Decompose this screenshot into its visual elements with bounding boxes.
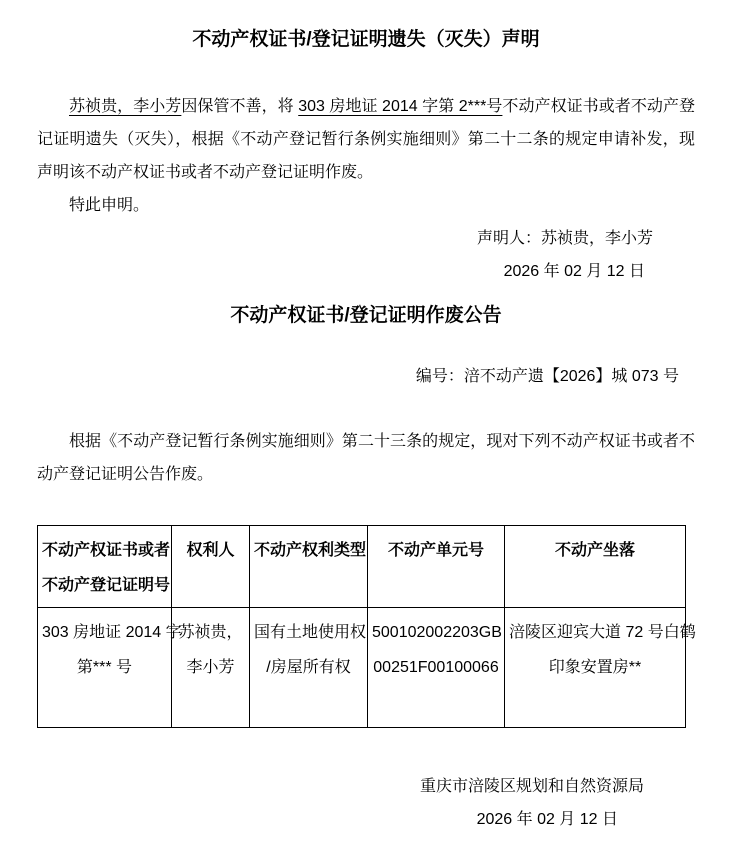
cell-unit-number — [368, 608, 505, 728]
table-row — [38, 608, 686, 728]
table-header-row — [38, 526, 686, 608]
header-unit-number — [368, 526, 505, 608]
cell-line: /房屋所有权 — [266, 659, 351, 676]
cell-line: 涪陵区迎宾大道 72 号白鹤 — [509, 624, 696, 641]
cell-line: 303 房地证 2014 字 — [42, 624, 182, 641]
certificate-number-underlined: 303 房地证 2014 字第 2***号 — [298, 98, 503, 115]
cell-right-type — [250, 608, 368, 728]
header-right-type — [250, 526, 368, 608]
cell-line: 苏祯贵， — [178, 624, 243, 641]
header-certificate-number — [38, 526, 172, 608]
cell-rights-holder — [172, 608, 250, 728]
header-line: 不动产单元号 — [387, 542, 484, 559]
declarant-line: 声明人：苏祯贵，李小芳 — [476, 230, 653, 247]
issuing-authority: 重庆市涪陵区规划和自然资源局 — [419, 778, 644, 795]
header-line: 不动产权证书或者 — [42, 542, 171, 559]
announcement-ref-no: 编号：涪不动产遗【2026】城 073 号 — [415, 368, 679, 385]
declaration-closing: 特此申明。 — [69, 197, 150, 214]
declaration-date: 2026 年 02 月 12 日 — [503, 263, 645, 280]
cell-line: 印象安置房** — [548, 659, 642, 676]
announcement-footer — [37, 770, 695, 836]
cell-line: 00251F00100066 — [373, 659, 499, 676]
declaration-signature-block — [37, 222, 695, 288]
declarant-names-underlined: 苏祯贵，李小芳 — [69, 98, 182, 115]
cell-line: 李小芳 — [186, 659, 235, 676]
cell-certificate-number — [38, 608, 182, 728]
announcement-date: 2026 年 02 月 12 日 — [476, 811, 618, 828]
header-rights-holder — [172, 526, 250, 608]
header-line: 不动产登记证明号 — [42, 577, 171, 594]
cell-line: 第*** 号 — [76, 659, 133, 676]
header-location — [505, 526, 686, 608]
cell-line: 国有土地使用权 — [254, 624, 367, 641]
announcement-title: 不动产权证书/登记证明作废公告 — [230, 305, 502, 326]
announcement-intro: 根据《不动产登记暂行条例实施细则》第二十三条的规定，现对下列不动产权证书或者不动产登记证明公告作废。 — [37, 433, 695, 483]
declaration-text-2: 不动产权证书或者不动产登记证明遗失（灭失），根据《不动产登记暂行条例实施细则》第二十二条的规定申请补发，现声明该不动产权证书或者不动产登记证明作废。 — [37, 98, 695, 181]
header-line: 权利人 — [186, 542, 235, 559]
cell-line: 500102002203GB — [372, 624, 502, 641]
declaration-body — [37, 90, 695, 189]
declaration-text-1: 因保管不善，将 — [181, 98, 299, 115]
header-line: 不动产坐落 — [554, 542, 635, 559]
cell-location — [505, 608, 696, 728]
invalidation-table — [37, 525, 696, 728]
declaration-title: 不动产权证书/登记证明遗失（灭失）声明 — [192, 29, 540, 50]
header-line: 不动产权利类型 — [254, 542, 367, 559]
